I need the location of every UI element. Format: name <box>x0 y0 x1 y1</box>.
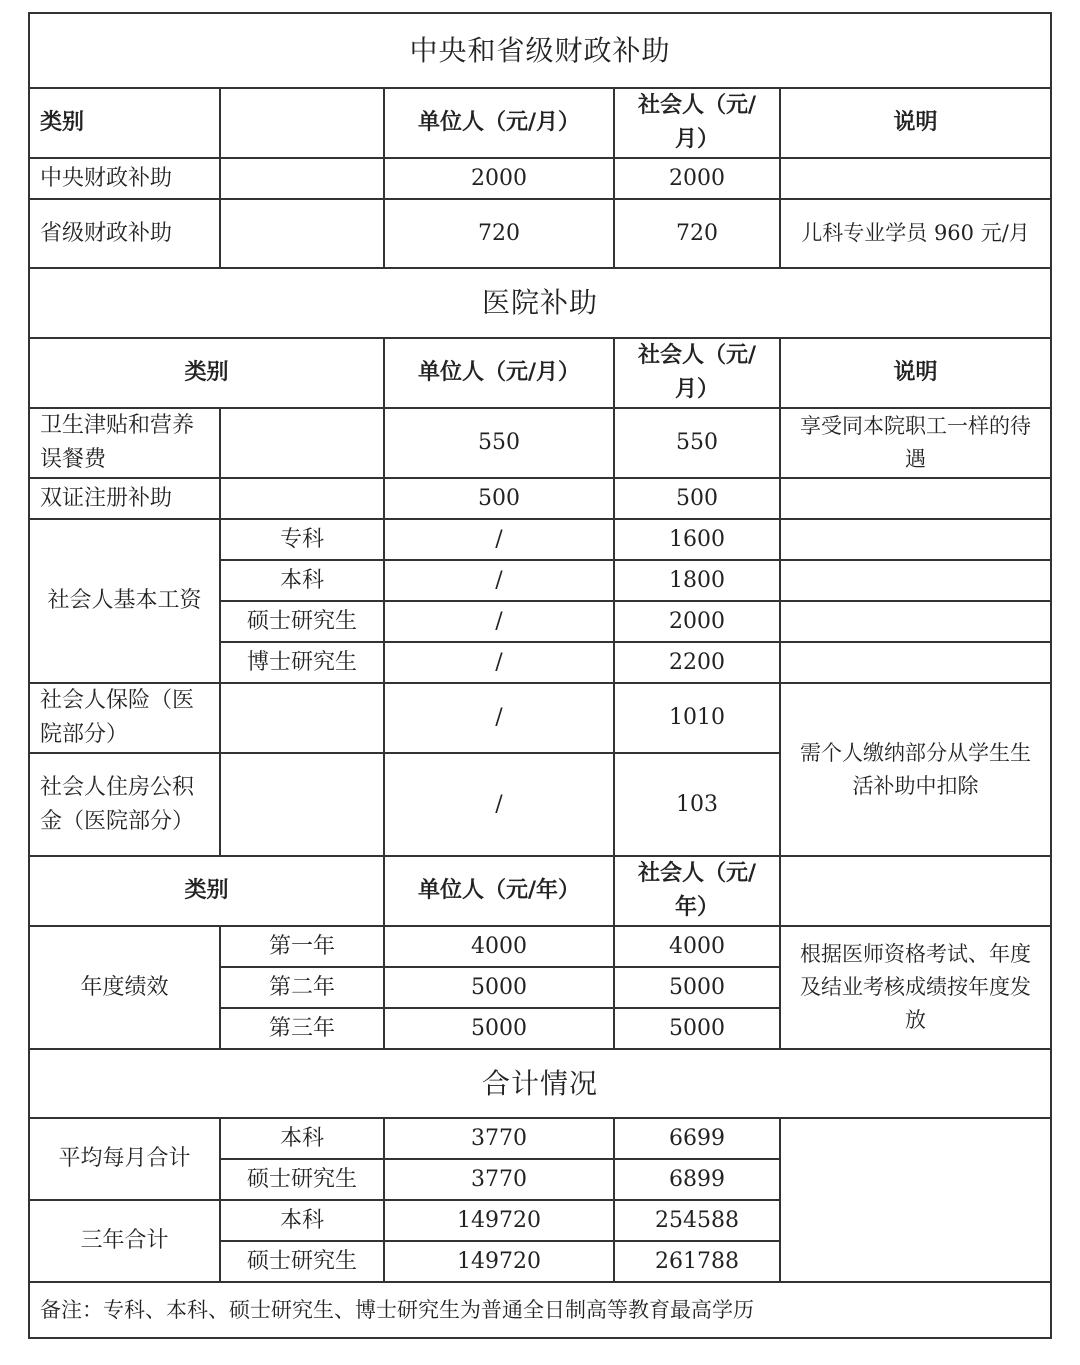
table-row <box>29 1118 1051 1159</box>
table-row <box>29 408 1051 478</box>
row-social-value: 103 <box>614 753 780 856</box>
row-year: 第一年 <box>220 926 384 967</box>
row-note: 儿科专业学员 960 元/月 <box>780 199 1051 268</box>
row-category: 中央财政补助 <box>29 158 220 199</box>
row-year: 第三年 <box>220 1008 384 1049</box>
row-social-value: 254588 <box>614 1200 780 1241</box>
row-level: 专科 <box>220 519 384 560</box>
header-category: 类别 <box>29 88 220 158</box>
section-title-central: 中央和省级财政补助 <box>29 13 1051 88</box>
row-note <box>780 601 1051 642</box>
row-note <box>780 478 1051 519</box>
row-social-value: 6699 <box>614 1118 780 1159</box>
table-row <box>29 926 1051 967</box>
header-explanation: 说明 <box>780 88 1051 158</box>
header-unit: 单位人（元/月） <box>384 338 614 408</box>
row-unit-value: / <box>384 519 614 560</box>
row-unit-value: 2000 <box>384 158 614 199</box>
row-social-value: 1010 <box>614 683 780 753</box>
table-row <box>29 519 1051 560</box>
table-row <box>29 199 1051 268</box>
section-title-row <box>29 13 1051 88</box>
row-social-value: 2200 <box>614 642 780 683</box>
row-category: 双证注册补助 <box>29 478 220 519</box>
row-unit-value: 550 <box>384 408 614 478</box>
header-category: 类别 <box>29 338 384 408</box>
row-category: 卫生津贴和营养误餐费 <box>29 408 220 478</box>
row-unit-value: 149720 <box>384 1200 614 1241</box>
row-social-value: 500 <box>614 478 780 519</box>
row-unit-value: 720 <box>384 199 614 268</box>
row-level: 博士研究生 <box>220 642 384 683</box>
header-unit: 单位人（元/年） <box>384 856 614 926</box>
row-year: 第二年 <box>220 967 384 1008</box>
header-row <box>29 338 1051 408</box>
row-category: 社会人住房公积金（医院部分） <box>29 753 220 856</box>
row-social-value: 4000 <box>614 926 780 967</box>
row-note <box>780 158 1051 199</box>
performance-category: 年度绩效 <box>29 926 220 1049</box>
row-level: 本科 <box>220 560 384 601</box>
row-social-value: 5000 <box>614 1008 780 1049</box>
header-blank <box>220 88 384 158</box>
row-social-value: 1800 <box>614 560 780 601</box>
row-unit-value: 149720 <box>384 1241 614 1282</box>
row-blank <box>220 158 384 199</box>
row-category: 社会人保险（医院部分） <box>29 683 220 753</box>
row-social-value: 2000 <box>614 601 780 642</box>
row-unit-value: / <box>384 601 614 642</box>
row-note <box>780 519 1051 560</box>
row-blank <box>220 478 384 519</box>
table-row <box>29 683 1051 753</box>
subsidy-table-container <box>28 12 1050 1339</box>
monthly-total-category: 平均每月合计 <box>29 1118 220 1200</box>
table-row <box>29 158 1051 199</box>
row-social-value: 261788 <box>614 1241 780 1282</box>
row-unit-value: 4000 <box>384 926 614 967</box>
row-unit-value: / <box>384 560 614 601</box>
header-social: 社会人（元/年） <box>614 856 780 926</box>
row-note <box>780 560 1051 601</box>
header-blank <box>780 856 1051 926</box>
row-blank <box>220 199 384 268</box>
row-social-value: 2000 <box>614 158 780 199</box>
footnote: 备注：专科、本科、硕士研究生、博士研究生为普通全日制高等教育最高学历 <box>29 1282 1051 1338</box>
base-salary-category: 社会人基本工资 <box>29 519 220 683</box>
row-blank <box>220 408 384 478</box>
row-blank <box>220 683 384 753</box>
row-level: 本科 <box>220 1200 384 1241</box>
section-title-summary: 合计情况 <box>29 1049 1051 1118</box>
header-social: 社会人（元/月） <box>614 88 780 158</box>
three-year-total-category: 三年合计 <box>29 1200 220 1282</box>
deduction-note: 需个人缴纳部分从学生生活补助中扣除 <box>780 683 1051 856</box>
header-row <box>29 88 1051 158</box>
row-social-value: 1600 <box>614 519 780 560</box>
section-title-hospital: 医院补助 <box>29 268 1051 338</box>
row-unit-value: / <box>384 642 614 683</box>
row-note <box>780 642 1051 683</box>
row-level: 硕士研究生 <box>220 1159 384 1200</box>
row-blank <box>220 753 384 856</box>
table-row <box>29 478 1051 519</box>
header-explanation: 说明 <box>780 338 1051 408</box>
row-level: 本科 <box>220 1118 384 1159</box>
row-unit-value: 3770 <box>384 1118 614 1159</box>
performance-note: 根据医师资格考试、年度及结业考核成绩按年度发放 <box>780 926 1051 1049</box>
row-level: 硕士研究生 <box>220 601 384 642</box>
row-unit-value: 5000 <box>384 1008 614 1049</box>
row-unit-value: / <box>384 683 614 753</box>
subsidy-table <box>28 12 1052 1339</box>
totals-note <box>780 1118 1051 1282</box>
row-level: 硕士研究生 <box>220 1241 384 1282</box>
row-note: 享受同本院职工一样的待遇 <box>780 408 1051 478</box>
row-social-value: 720 <box>614 199 780 268</box>
header-social: 社会人（元/月） <box>614 338 780 408</box>
row-unit-value: 500 <box>384 478 614 519</box>
section-title-row <box>29 268 1051 338</box>
row-unit-value: 5000 <box>384 967 614 1008</box>
footnote-row <box>29 1282 1051 1338</box>
row-category: 省级财政补助 <box>29 199 220 268</box>
header-row <box>29 856 1051 926</box>
header-category: 类别 <box>29 856 384 926</box>
row-social-value: 6899 <box>614 1159 780 1200</box>
header-unit: 单位人（元/月） <box>384 88 614 158</box>
row-unit-value: / <box>384 753 614 856</box>
row-social-value: 550 <box>614 408 780 478</box>
row-social-value: 5000 <box>614 967 780 1008</box>
section-title-row <box>29 1049 1051 1118</box>
row-unit-value: 3770 <box>384 1159 614 1200</box>
